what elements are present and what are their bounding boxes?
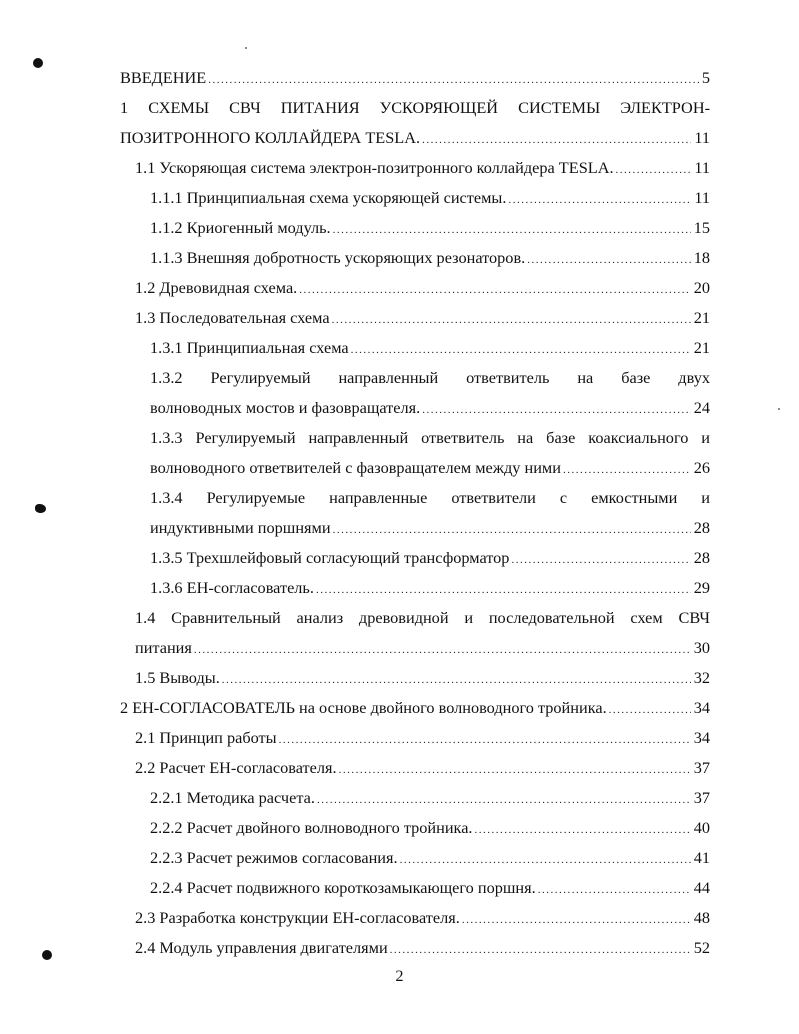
toc-entry-ch1-line1: 1 СХЕМЫ СВЧ ПИТАНИЯ УСКОРЯЮЩЕЙ СИСТЕМЫ ЭЛЕКТРОН- xyxy=(120,98,710,117)
toc-entry-title: 1.3 Последовательная схема xyxy=(135,308,330,327)
toc-entry-1-1 xyxy=(135,156,710,180)
dot-leader xyxy=(208,68,699,92)
dot-leader xyxy=(475,818,691,842)
toc-entry-page: 11 xyxy=(694,188,710,207)
toc-entry-1-1-2 xyxy=(150,216,710,240)
toc-entry-1-2 xyxy=(135,276,710,300)
dot-leader xyxy=(538,878,691,902)
dot-leader xyxy=(422,128,691,152)
toc-entry-page: 37 xyxy=(693,788,710,807)
toc-entry-title: 1.3.6 ЕН-согласователь. xyxy=(150,578,314,597)
toc-entry-title: 1.3.1 Принципиальная схема xyxy=(150,338,349,357)
toc-entry-page: 24 xyxy=(693,398,710,417)
toc-entry-1-5 xyxy=(135,666,710,690)
scan-speck xyxy=(778,408,780,410)
toc-entry-2-3 xyxy=(135,906,710,930)
punch-hole-mark xyxy=(42,950,52,960)
toc-entry-page: 44 xyxy=(693,878,710,897)
toc-entry-title: волноводного ответвителей с фазовращателем между ними xyxy=(150,458,561,477)
toc-entry-page: 29 xyxy=(693,578,710,597)
toc-entry-page: 41 xyxy=(693,848,710,867)
toc-entry-page: 21 xyxy=(693,308,710,327)
toc-entry-title: 2.1 Принцип работы xyxy=(135,728,277,747)
toc-entry-page: 30 xyxy=(693,638,710,657)
toc-entry-1-3 xyxy=(135,306,710,330)
punch-hole-mark xyxy=(33,58,43,68)
toc-entry-page: 21 xyxy=(693,338,710,357)
toc-entry-title: 1.1 Ускоряющая система электрон-позитронного коллайдера TESLA. xyxy=(135,158,614,177)
dot-leader xyxy=(333,218,691,242)
dot-leader xyxy=(511,548,690,572)
toc-entry-title: питания xyxy=(135,638,192,657)
toc-entry-1-3-2 xyxy=(150,396,710,420)
toc-entry-page: 32 xyxy=(693,668,710,687)
dot-leader xyxy=(508,188,691,212)
toc-entry-page: 26 xyxy=(693,458,710,477)
dot-leader xyxy=(400,848,691,872)
toc-entry-page: 5 xyxy=(701,68,710,87)
toc-entry-1-3-1 xyxy=(150,336,710,360)
dot-leader xyxy=(333,518,691,542)
toc-entry-page: 20 xyxy=(693,278,710,297)
toc-entry-1-1-1 xyxy=(150,186,710,210)
toc-entry-title: 2.3 Разработка конструкции ЕН-согласователя. xyxy=(135,908,460,927)
toc-entry-title: ПОЗИТРОННОГО КОЛЛАЙДЕРА TESLA. xyxy=(120,128,421,147)
dot-leader xyxy=(422,398,691,422)
toc-entry-page: 34 xyxy=(693,728,710,747)
toc-entry-title: 1.5 Выводы. xyxy=(135,668,220,687)
toc-entry-1-3-3-line1: 1.3.3 Регулируемый направленный ответвитель на базе коаксиального и xyxy=(150,428,710,447)
toc-entry-intro xyxy=(120,66,710,90)
toc-entry-title: 1.1.1 Принципиальная схема ускоряющей системы. xyxy=(150,188,507,207)
toc-entry-page: 37 xyxy=(693,758,710,777)
toc-entry-1-1-3 xyxy=(150,246,710,270)
toc-entry-page: 11 xyxy=(694,128,710,147)
toc-entry-ch1 xyxy=(120,126,710,150)
toc-entry-2-1 xyxy=(135,726,710,750)
toc-entry-1-4 xyxy=(135,636,710,660)
dot-leader xyxy=(317,788,691,812)
toc-entry-1-4-line1: 1.4 Сравнительный анализ древовидной и последовательной схем СВЧ xyxy=(135,608,710,627)
punch-hole-mark xyxy=(35,504,46,513)
toc-entry-2-2-4 xyxy=(150,876,710,900)
dot-leader xyxy=(279,728,691,752)
toc-entry-title: 2.2.3 Расчет режимов согласования. xyxy=(150,848,398,867)
dot-leader xyxy=(609,698,691,722)
toc-entry-page: 52 xyxy=(693,938,710,957)
toc-entry-2-2-3 xyxy=(150,846,710,870)
dot-leader xyxy=(194,638,691,662)
toc-entry-2-4 xyxy=(135,936,710,960)
dot-leader xyxy=(332,308,691,332)
toc-entry-2-2-2 xyxy=(150,816,710,840)
toc-entry-title: 2.2.2 Расчет двойного волноводного тройника. xyxy=(150,818,473,837)
dot-leader xyxy=(616,158,692,182)
toc-entry-1-3-4-line1: 1.3.4 Регулируемые направленные ответвители с емкостными и xyxy=(150,488,710,507)
dot-leader xyxy=(563,458,691,482)
page-number: 2 xyxy=(395,966,404,985)
toc-entry-2-2-1 xyxy=(150,786,710,810)
toc-entry-1-3-4 xyxy=(150,516,710,540)
toc-entry-1-3-2-line1: 1.3.2 Регулируемый направленный ответвитель на базе двух xyxy=(150,368,710,387)
toc-entry-title: 1.1.3 Внешняя добротность ускоряющих резонаторов. xyxy=(150,248,526,267)
toc-entry-title: 2 ЕН-СОГЛАСОВАТЕЛЬ на основе двойного волноводного тройника. xyxy=(120,698,607,717)
toc-entry-title: 1.3.5 Трехшлейфовый согласующий трансформатор xyxy=(150,548,510,567)
toc-entry-page: 11 xyxy=(694,158,710,177)
toc-entry-title: 2.2 Расчет ЕН-согласователя. xyxy=(135,758,337,777)
dot-leader xyxy=(390,938,691,962)
dot-leader xyxy=(339,758,691,782)
toc-entry-1-3-3 xyxy=(150,456,710,480)
dot-leader xyxy=(299,278,690,302)
toc-entry-title: индуктивными поршнями xyxy=(150,518,331,537)
toc-entry-title: 2.2.1 Методика расчета. xyxy=(150,788,315,807)
toc-entry-2-2 xyxy=(135,756,710,780)
toc-entry-1-3-6 xyxy=(150,576,710,600)
toc-entry-title: 1.2 Древовидная схема. xyxy=(135,278,298,297)
toc-entry-page: 28 xyxy=(693,518,710,537)
toc-entry-title: 2.2.4 Расчет подвижного короткозамыкающего поршня. xyxy=(150,878,536,897)
toc-entry-page: 28 xyxy=(693,548,710,567)
toc-entry-title: волноводных мостов и фазовращателя. xyxy=(150,398,421,417)
dot-leader xyxy=(222,668,691,692)
toc-entry-title: ВВЕДЕНИЕ xyxy=(120,68,207,87)
dot-leader xyxy=(462,908,691,932)
toc-entry-page: 15 xyxy=(693,218,710,237)
toc-entry-1-3-5 xyxy=(150,546,710,570)
toc-entry-title: 1.1.2 Криогенный модуль. xyxy=(150,218,331,237)
toc-entry-page: 40 xyxy=(693,818,710,837)
dot-leader xyxy=(316,578,691,602)
dot-leader xyxy=(527,248,691,272)
dot-leader xyxy=(351,338,691,362)
toc-entry-title: 2.4 Модуль управления двигателями xyxy=(135,938,388,957)
toc-entry-page: 48 xyxy=(693,908,710,927)
toc-entry-page: 34 xyxy=(693,698,710,717)
scan-speck xyxy=(245,47,247,49)
toc-entry-ch2 xyxy=(120,696,710,720)
toc-entry-page: 18 xyxy=(693,248,710,267)
